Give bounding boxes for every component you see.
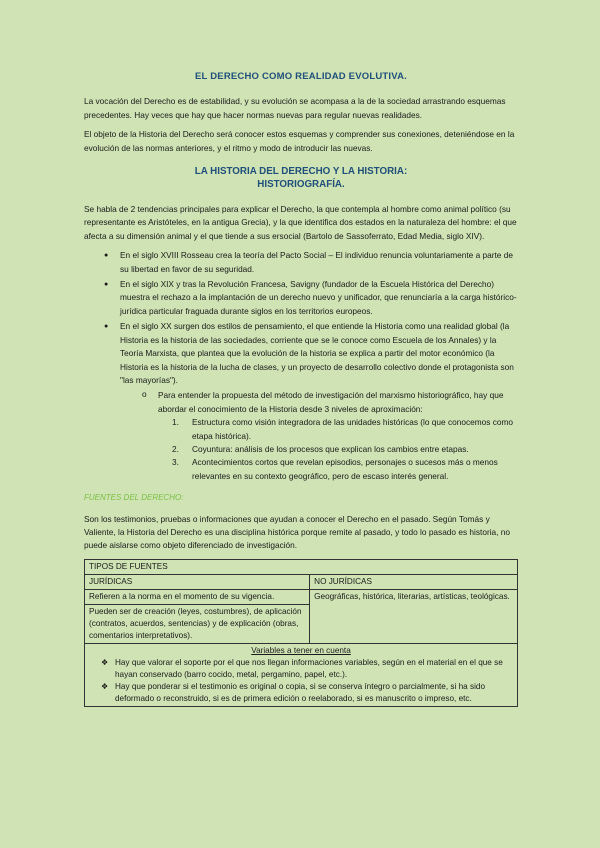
section-heading-line-2: HISTORIOGRAFÍA. [257,179,345,191]
diamond-bullet-icon: ❖ [101,681,109,691]
number-marker: 1. [172,417,179,428]
table-cell: Pueden ser de creación (leyes, costumbres), de aplicación (contratos, acuerdos, sentencias) y de explicación (obras, comentarios interpretativos). [85,604,310,643]
fuentes-heading: FUENTES DEL DERECHO: [84,493,184,503]
page-title: EL DERECHO COMO REALIDAD EVOLUTIVA. [195,71,407,82]
list-item [172,456,518,483]
marxism-text: Para entender la propuesta del método de investigación del marxismo historiográfico, hay que abordar el conocimiento de la Historia desde 3 niveles de aproximación: [158,390,504,414]
variables-title: Variables a tener en cuenta [251,645,351,655]
bullet-text: En el siglo XIX y tras la Revolución Francesa, Savigny (fundador de la Escuela Histórica del Derecho) muestra el rechazo a la implantación de un derecho nuevo y unificador, que renunciaría a la carga histórico-jurídica particular fraguada durante siglos en los territorios europeos. [120,279,517,316]
tendencias-paragraph: Se habla de 2 tendencias principales para explicar el Derecho, la que contempla al hombre como animal político (su representante es Aristóteles, en la antigua Grecia), y la que identifica dos estados en la naturaleza del hombre: el que afecta a su dimensión animal y el que tiende a sus ersocial (Bartolo de Sassoferrato, Edad Media, siglo XIV). [84,204,517,241]
list-item [101,657,513,681]
level-text: Acontecimientos cortos que revelan episodios, personajes o sucesos más o menos relevantes en su contexto geográfico, pero de escaso interés general. [192,457,498,481]
levels-list [158,416,518,483]
bullet-text: En el siglo XX surgen dos estilos de pensamiento, el que entiende la Historia como una realidad global (la Historia es la historia de las sociedades, corriente que se le conoce como Escuela de los Annales) y la Teoría Marxista, que plantea que la evolución de la historia se explica a partir del motor económico (la Historia es la historia de la lucha de clases, y un proyecto de desarrollo colectivo donde el protagonista son "las mayorías"). [120,321,514,385]
list-item [172,416,518,443]
column-header-juridicas: JURÍDICAS [85,574,310,589]
marxism-sublist [120,389,518,483]
centuries-list [84,249,518,483]
number-marker: 2. [172,443,179,454]
list-item [101,681,513,705]
level-text: Estructura como visión integradora de las unidades históricas (lo que conocemos como etapa histórica). [192,417,513,441]
number-marker: 3. [172,457,179,468]
table-header: TIPOS DE FUENTES [85,559,518,574]
variables-cell [85,643,518,706]
section-heading-line-1: LA HISTORIA DEL DERECHO Y LA HISTORIA: [194,166,408,178]
variables-list [89,657,513,705]
list-item [172,443,518,456]
diamond-bullet-icon: ❖ [101,657,109,667]
list-item [120,249,518,276]
list-item [120,320,518,483]
level-text: Coyuntura: análisis de los procesos que explican los cambios entre etapas. [192,443,469,454]
variable-text: Hay que valorar el soporte por el que nos llegan informaciones variables, según en el material en el que se hayan conservado (barro cocido, metal, pergamino, papel, etc.). [115,657,503,679]
column-header-no-juridicas: NO JURÍDICAS [310,574,518,589]
list-item [120,278,518,318]
section-heading-historia [84,165,518,191]
variable-text: Hay que ponderar si el testimonio es original o copia, si se conserva íntegro o parcialmente, si ha sido deformado o reconstruido, si es de primera edición o reelaborado, si es manuscrito o impreso, etc. [115,681,486,703]
intro-paragraph-2: El objeto de la Historia del Derecho será conocer estos esquemas y comprender sus conexiones, deteniéndose en la evolución de las normas anteriores, y el ritmo y modo de introducir las nuevas. [84,129,515,153]
bullet-text: En el siglo XVIII Rosseau crea la teoría del Pacto Social – El individuo renuncia voluntariamente a parte de su libertad en favor de su seguridad. [120,250,513,274]
intro-paragraph-1: La vocación del Derecho es de estabilidad, y su evolución se acompasa a la de la sociedad arrastrando esquemas precedentes. Hay veces que hay que hacer normas nuevas para regular nuevas realidades. [84,96,506,120]
sources-table [84,559,518,707]
table-cell: Refieren a la norma en el momento de su vigencia. [85,589,310,604]
fuentes-paragraph: Son los testimonios, pruebas o informaciones que ayudan a conocer el Derecho en el pasado. Según Tomás y Valiente, la Historia del Derecho es una disciplina histórica porque remite al pasado, y todo lo pasado es historia, no puede aislarse como objeto diferenciado de investigación. [84,513,510,551]
table-cell: Geográficas, histórica, literarias, artísticas, teológicas. [310,589,518,643]
list-item [158,389,518,483]
